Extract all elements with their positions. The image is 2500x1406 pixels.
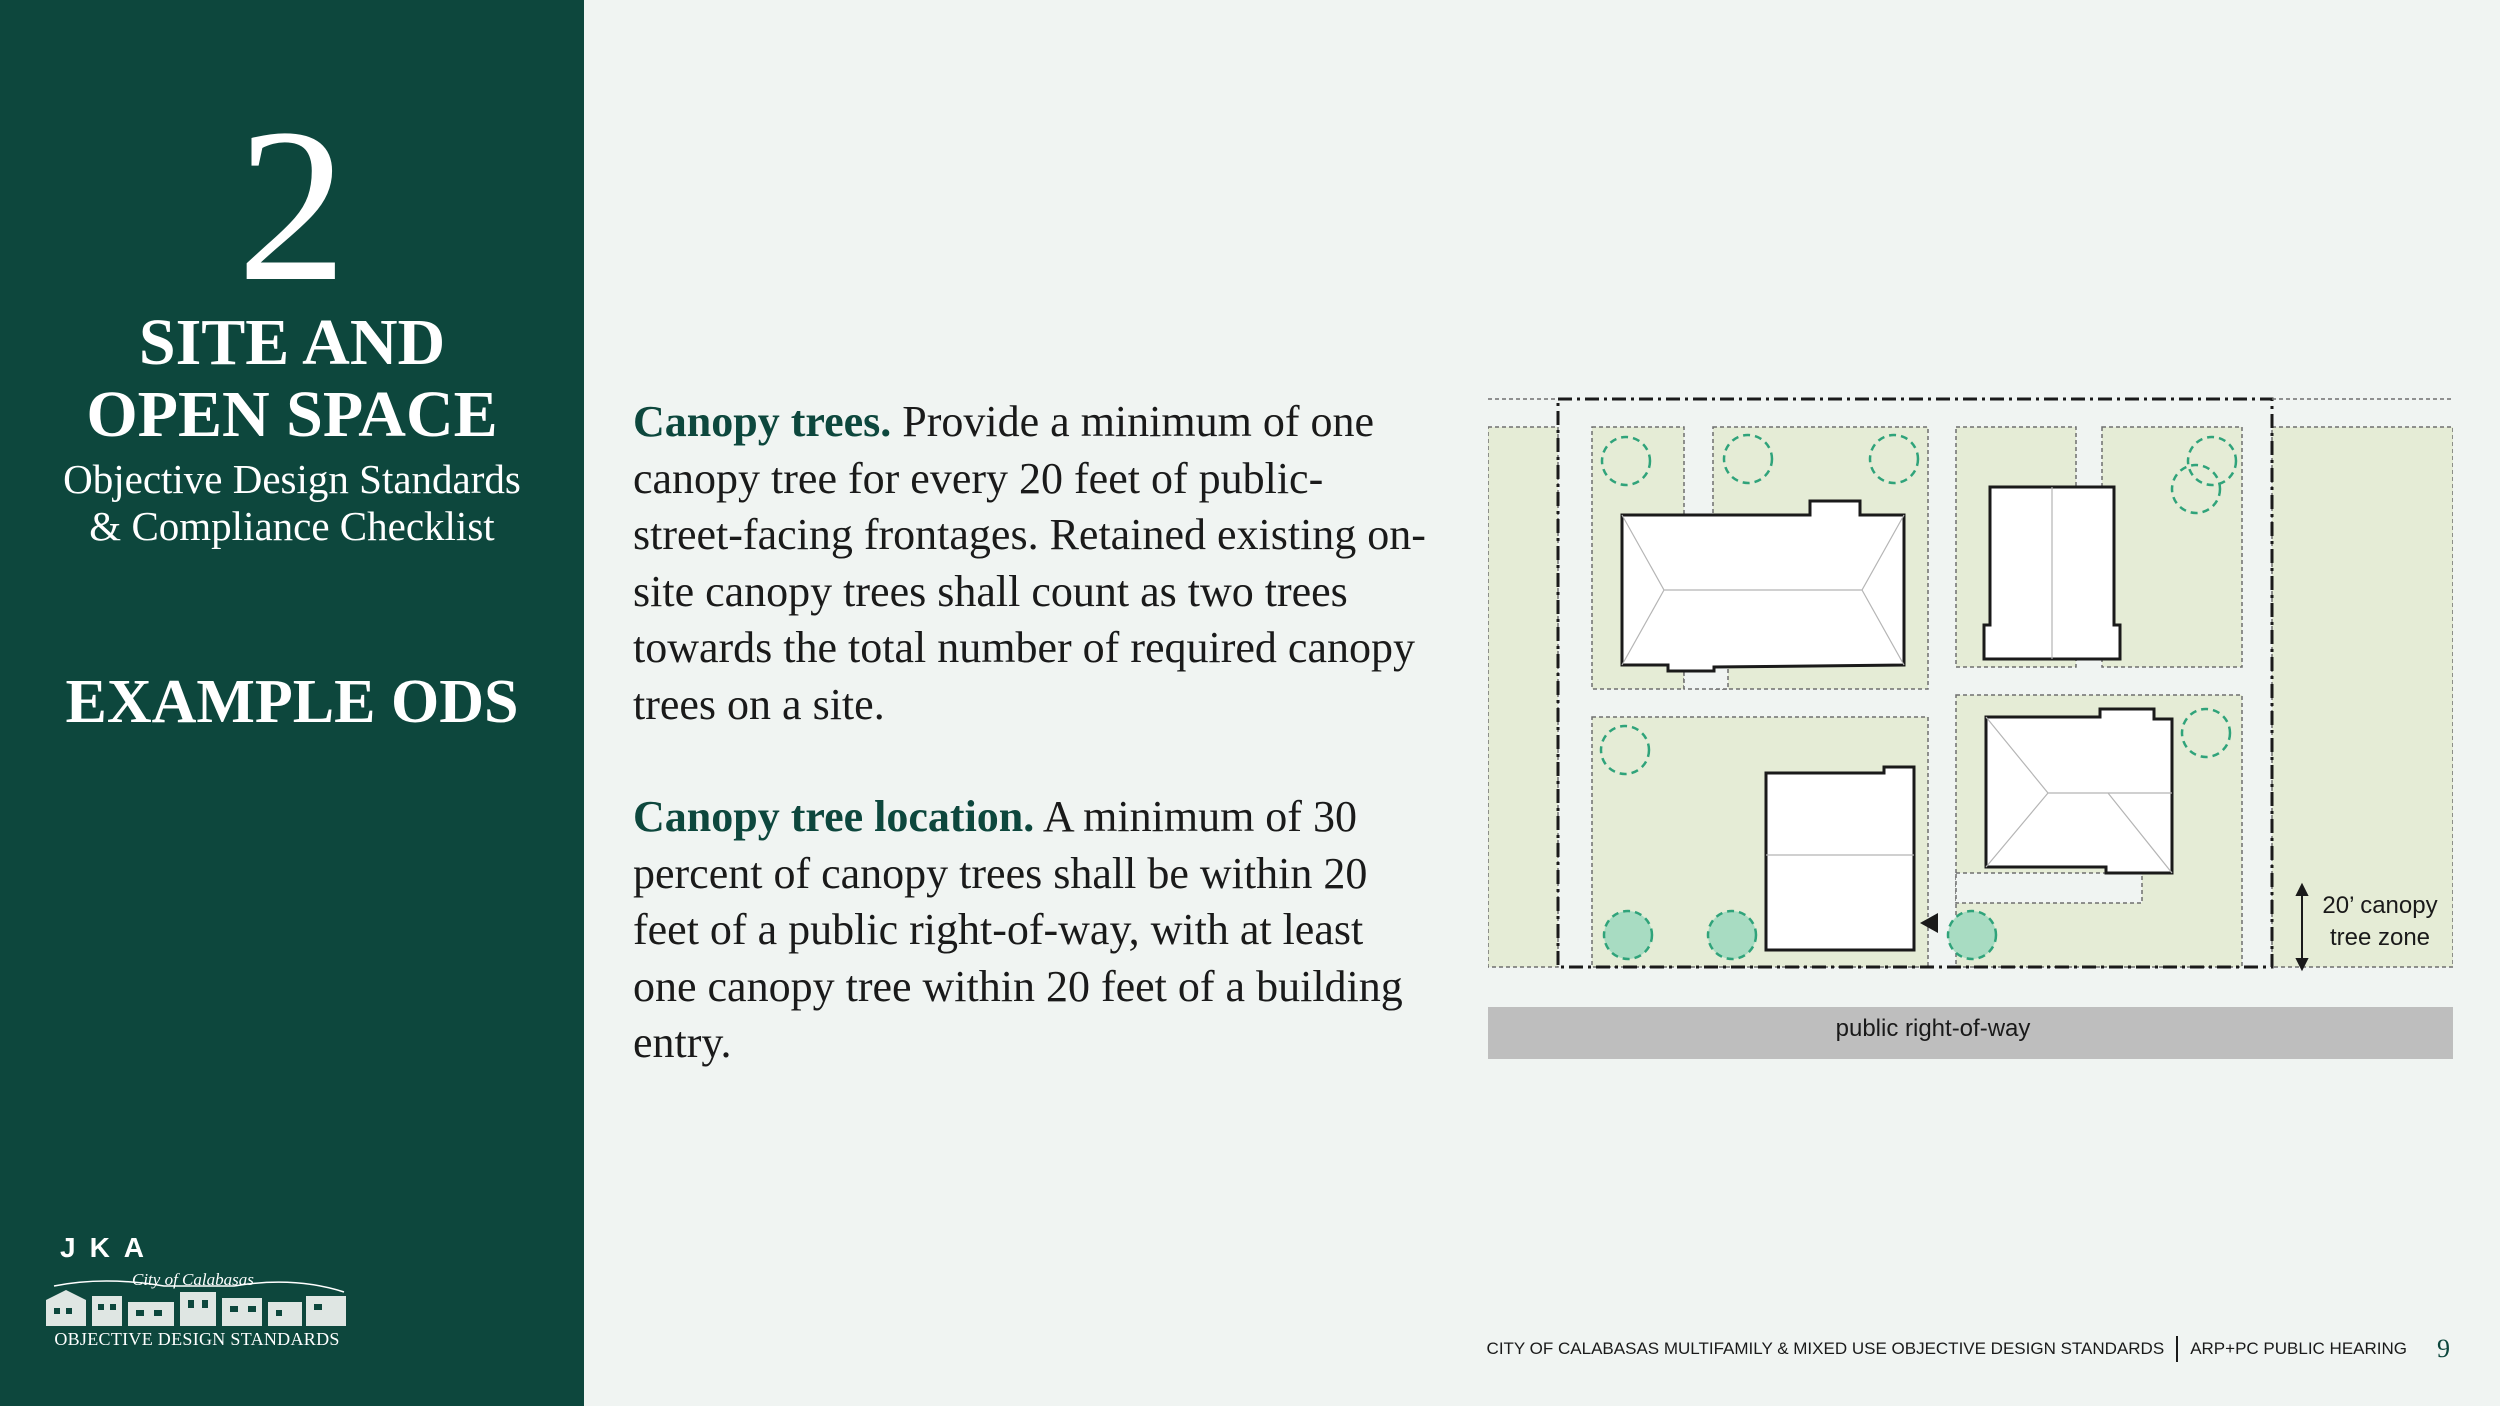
tree xyxy=(1948,911,1996,959)
subtitle-line1: Objective Design Standards xyxy=(63,456,521,502)
tree xyxy=(1604,911,1652,959)
footer-separator xyxy=(2176,1336,2178,1362)
section-title xyxy=(0,307,584,451)
logo-tagline: OBJECTIVE DESIGN STANDARDS xyxy=(54,1329,340,1349)
section-subtitle xyxy=(0,456,584,550)
canopy-location-lead: Canopy tree location. xyxy=(633,792,1035,841)
page-footer xyxy=(1487,1334,2450,1364)
building-3 xyxy=(1766,767,1914,950)
tree xyxy=(1708,911,1756,959)
section-title-line1: SITE AND xyxy=(138,306,446,379)
canopy-location-text: A minimum of 30 percent of canopy trees shall be within 20 feet of a public right-of-way, with at least one canopy tree within 20 feet of a building entry. xyxy=(633,792,1403,1067)
section-number: 2 xyxy=(237,83,347,327)
canopy-trees-text: Provide a minimum of one canopy tree for every 20 feet of public-street-facing frontages. Retained existing on-site canopy trees shall count as two trees towards the total number of required canopy trees on a site. xyxy=(633,397,1426,729)
section-sidebar xyxy=(0,0,584,1406)
page-number: 9 xyxy=(2437,1334,2450,1363)
subtitle-line2: & Compliance Checklist xyxy=(89,503,495,549)
right-of-way-label: public right-of-way xyxy=(1835,1015,2031,1042)
building-1 xyxy=(1622,501,1904,671)
canopy-zone-label-line1: 20’ canopy xyxy=(2322,892,2438,919)
logo-letters: JKA xyxy=(60,1232,159,1263)
footer-meeting: ARP+PC PUBLIC HEARING xyxy=(2190,1339,2407,1358)
canopy-location-paragraph xyxy=(633,789,1433,1072)
canopy-trees-lead: Canopy trees. xyxy=(633,397,892,446)
example-heading: EXAMPLE ODS xyxy=(65,668,519,736)
logo-skyline-icon xyxy=(44,1278,350,1328)
site-plan-diagram xyxy=(1488,395,2453,1060)
standards-text xyxy=(633,394,1433,1072)
canopy-zone-label-line2: tree zone xyxy=(2329,924,2431,951)
logo-city-name: City of Calabasas xyxy=(132,1270,254,1289)
calabasas-ods-logo xyxy=(44,1232,354,1352)
canopy-trees-paragraph xyxy=(633,394,1433,733)
building-4 xyxy=(1986,709,2172,873)
section-title-line2: OPEN SPACE xyxy=(86,378,498,451)
footer-document-title: CITY OF CALABASAS MULTIFAMILY & MIXED USE OBJECTIVE DESIGN STANDARDS xyxy=(1486,1339,2165,1358)
